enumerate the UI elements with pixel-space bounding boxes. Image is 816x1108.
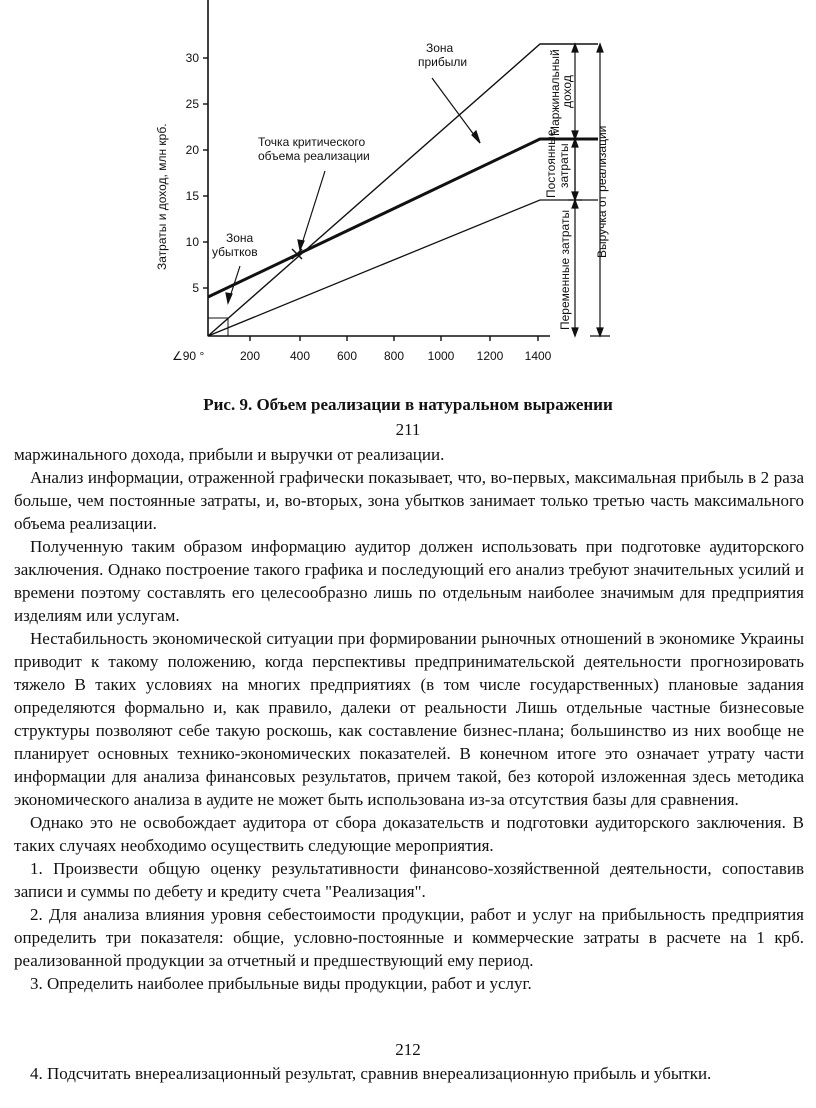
profit-zone-label: Зона (426, 41, 454, 55)
x-tick-label: 1200 (476, 349, 504, 363)
marginal-income-label: Маржинальный (548, 49, 562, 136)
paragraph: 2. Для анализа влияния уровня себестоимости продукции, работ и услуг на прибыльность предприятия определить три показателя: общие, условно-постоянные и коммерческие затраты в расчете на 1 крб. реализованной продукции за отчетный и предшествующий ему период. (14, 905, 804, 970)
y-tick-label: 25 (185, 97, 199, 111)
marginal-income-label: доход (560, 75, 574, 108)
loss-zone-label: убытков (212, 245, 258, 259)
revenue-line (208, 44, 598, 336)
profit-zone-label: прибыли (418, 55, 468, 69)
paragraph: маржинального дохода, прибыли и выручки от реализации. (14, 445, 445, 464)
page-number: 212 (395, 1040, 421, 1059)
y-axis-label: Затраты и доход, млн крб. (155, 123, 169, 270)
critical-point-label: объема реализации (258, 149, 370, 163)
revenue-label: Выручка от реализации (595, 125, 609, 258)
fixed-costs-label: Постоянные (544, 129, 558, 198)
x-tick-label: 600 (336, 349, 358, 363)
y-tick-label: 5 (192, 281, 199, 295)
x-tick-label: 200 (239, 349, 261, 363)
y-tick-label: 30 (185, 51, 199, 65)
paragraph: Полученную таким образом информацию аудитор должен использовать при подготовке аудиторского заключения. Однако построение такого графика и последующий его анализ требуют значительных усилий и времени поэтому составлять его целесообразно лишь по отдельным наиболее значимым для предприятия изделиям или услугам. (14, 537, 804, 625)
body-text (14, 443, 804, 995)
paragraph: 1. Произвести общую оценку результативности финансово-хозяйственной деятельности, сопоставив записи и суммы по дебету и кредиту счета "Реализация". (14, 859, 804, 901)
y-tick-label: 10 (185, 235, 199, 249)
body-text-continued (14, 1062, 804, 1085)
page-number: 211 (395, 420, 421, 439)
origin-label: ∠90 ° (172, 349, 205, 363)
loss-zone-label: Зона (226, 231, 254, 245)
y-tick-label: 20 (185, 143, 199, 157)
paragraph: 4. Подсчитать внереализационный результат, сравнив внереализационную прибыль и убытки. (30, 1064, 712, 1083)
break-even-figure (150, 0, 620, 380)
figure-caption: Рис. 9. Объем реализации в натуральном выражении (203, 395, 613, 414)
paragraph: Анализ информации, отраженной графически показывает, что, во-первых, максимальная прибыль в 2 раза больше, чем постоянные затраты, и, во-вторых, зона убытков занимает только третью часть максимального объема реализации. (14, 468, 804, 533)
y-tick-label: 15 (185, 189, 199, 203)
fixed-costs-label: затраты (557, 143, 571, 188)
paragraph: Однако это не освобождает аудитора от сбора доказательств и подготовки аудиторского заключения. В таких случаях необходимо осуществить следующие мероприятия. (14, 813, 804, 855)
x-tick-label: 1000 (427, 349, 455, 363)
paragraph: 3. Определить наиболее прибыльные виды продукции, работ и услуг. (30, 974, 532, 993)
x-tick-label: 400 (289, 349, 311, 363)
critical-point-label: Точка критического (258, 135, 366, 149)
variable-costs-label: Переменные затраты (558, 209, 572, 330)
x-tick-label: 800 (383, 349, 405, 363)
x-tick-label: 1400 (524, 349, 552, 363)
break-even-chart (150, 0, 620, 380)
paragraph: Нестабильность экономической ситуации при формировании рыночных отношений в экономике Украины приводит к такому положению, когда перспективы предпринимательской деятельности прогнозировать тяжело В таких условиях на многих предприятиях (в том числе государственных) плановые задания определяются формально и, как правило, далеки от реальности Лишь отдельные частные бизнесовые структуры позволяют себе такую роскошь, как составление бизнес-плана; большинство из них вообще не планирует основных технико-экономических показателей. В конечном итоге это означает утрату части информации для анализа финансовых результатов, причем такой, без которой изложенная здесь методика экономического анализа в аудите не может быть использована из-за отсутствия базы для сравнения. (14, 629, 804, 809)
critical-point-arrow (300, 171, 325, 250)
